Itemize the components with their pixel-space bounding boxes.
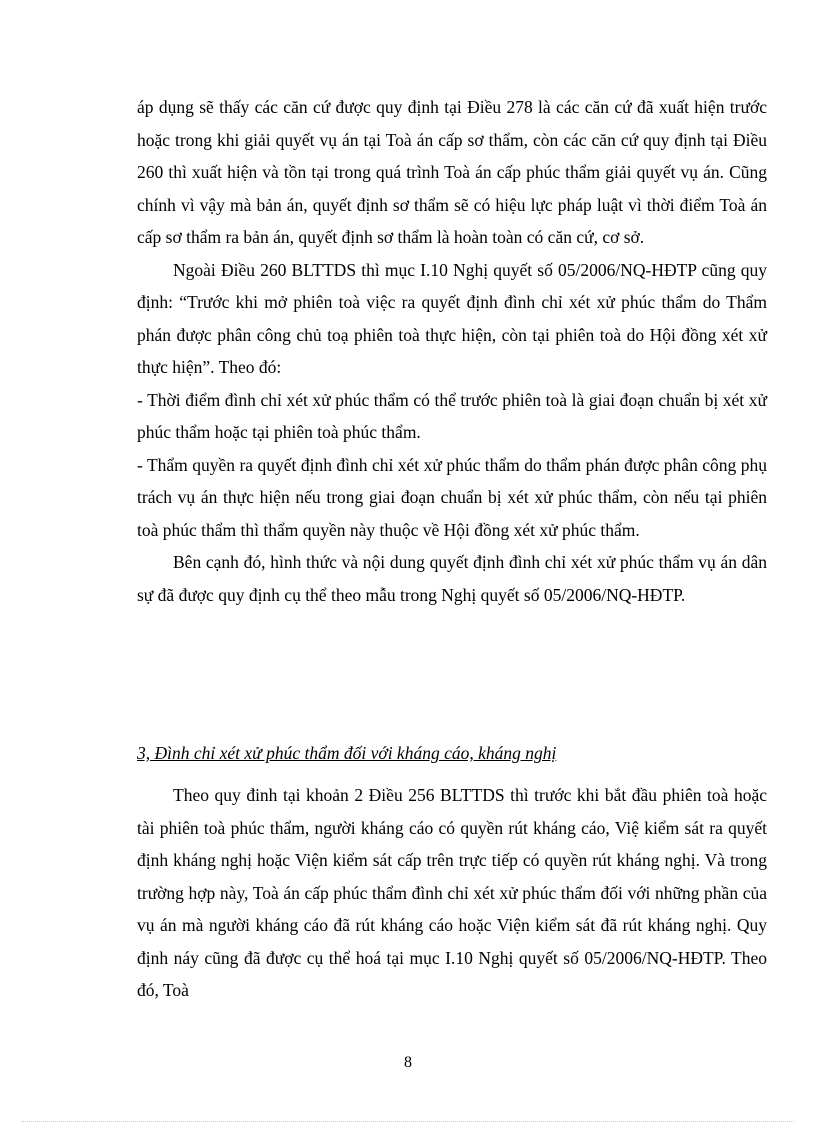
paragraph: Bên cạnh đó, hình thức và nội dung quyết định đình chỉ xét xử phúc thẩm vụ án dân sự đã được quy định cụ thể theo mẫu trong Nghị quyết số 05/2006/NQ-HĐTP. — [137, 552, 767, 605]
page-bottom-border — [22, 1121, 794, 1122]
bullet-paragraph: - Thẩm quyền ra quyết định đình chỉ xét xử phúc thẩm do thẩm phán được phân công phụ trách vụ án thực hiện nếu trong giai đoạn chuẩn bị xét xử phúc thẩm, còn nếu tại phiên toà phúc thẩm thì thẩm quyền này thuộc về Hội đồng xét xử phúc thẩm. — [137, 454, 767, 540]
section-heading: 3, Đình chỉ xét xử phúc thẩm đối với kháng cáo, kháng nghị — [137, 743, 557, 763]
page-number: 8 — [404, 1054, 412, 1071]
bullet-paragraph: - Thời điểm đình chỉ xét xử phúc thẩm có thể trước phiên toà là giai đoạn chuẩn bị xét xử phúc thẩm hoặc tại phiên toà phúc thẩm. — [137, 389, 767, 442]
paragraph: Theo quy đinh tại khoản 2 Điều 256 BLTTDS thì trước khi bắt đầu phiên toà hoặc tài phiên toà phúc thẩm, người kháng cáo có quyền rút kháng cáo, Việ kiểm sát ra quyết định kháng nghị hoặc Viện kiểm sát cấp trên trực tiếp có quyền rút kháng nghị. Và trong trường hợp này, Toà án cấp phúc thẩm đình chỉ xét xử phúc thẩm đối với những phần của vụ án mà người kháng cáo đã rút kháng cáo hoặc Viện kiểm sát đã rút kháng nghị. Quy định náy cũng đã được cụ thể hoá tại mục I.10 Nghị quyết số 05/2006/NQ-HĐTP. Theo đó, Toà — [137, 785, 767, 1000]
body-text-section-2 — [137, 779, 767, 1007]
paragraph: Ngoài Điều 260 BLTTDS thì mục I.10 Nghị quyết số 05/2006/NQ-HĐTP cũng quy định: “Trước khi mở phiên toà việc ra quyết định đình chỉ xét xử phúc thẩm do Thẩm phán được phân công chủ toạ phiên toà thực hiện, còn tại phiên toà do Hội đồng xét xử thực hiện”. Theo đó: — [137, 259, 767, 377]
body-text-section-1 — [137, 91, 767, 611]
paragraph: áp dụng sẽ thấy các căn cứ được quy định tại Điều 278 là các căn cứ đã xuất hiện trước hoặc trong khi giải quyết vụ án tại Toà án cấp sơ thẩm, còn các căn cứ quy định tại Điều 260 thì xuất hiện và tồn tại trong quá trình Toà án cấp phúc thẩm giải quyết vụ án. Cũng chính vì vậy mà bản án, quyết định sơ thẩm sẽ có hiệu lực pháp luật vì thời điểm Toà án cấp sơ thẩm ra bản án, quyết định sơ thẩm là hoàn toàn có căn cứ, cơ sở. — [137, 97, 767, 247]
